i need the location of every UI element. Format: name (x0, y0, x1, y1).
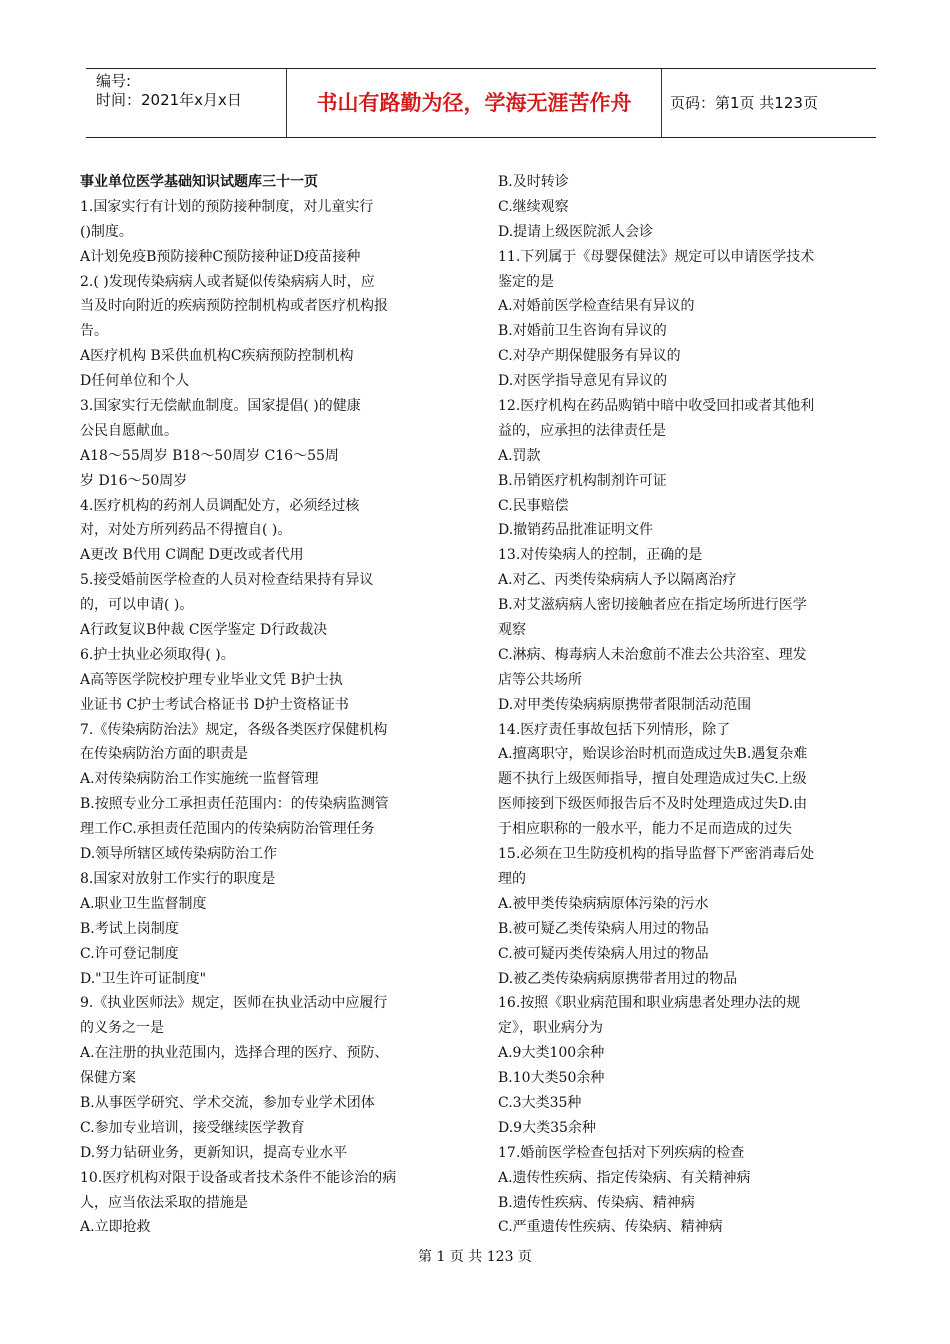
text-line: C.继续观察 (498, 198, 569, 215)
text-line: 10.医疗机构对限于设备或者技术条件不能诊治的病 (80, 1169, 397, 1186)
text-line: 16.按照《职业病范围和职业病患者处理办法的规 (498, 995, 801, 1012)
text-line: ()制度。 (80, 223, 133, 240)
text-line: D."卫生许可证制度" (80, 970, 207, 987)
text-line: A.被甲类传染病病原体污染的污水 (498, 895, 709, 912)
left-column (80, 170, 455, 1240)
header-page-cell (662, 69, 876, 137)
text-line: 当及时向附近的疾病预防控制机构或者医疗机构报 (80, 298, 388, 315)
text-line: 告。 (80, 323, 108, 340)
text-line: C.对孕产期保健服务有异议的 (498, 348, 681, 365)
text-line: C.民事赔偿 (498, 497, 569, 514)
text-line: B.从事医学研究、学术交流，参加专业学术团体 (80, 1094, 375, 1111)
text-line: 2.( )发现传染病病人或者疑似传染病病人时，应 (80, 273, 375, 290)
text-line: D.努力钻研业务，更新知识，提高专业水平 (80, 1144, 348, 1161)
text-line: A计划免疫B预防接种C预防接种证D疫苗接种 (80, 248, 361, 265)
page-footer (0, 1246, 950, 1266)
text-line: A.擅离职守，贻误诊治时机而造成过失B.遇复杂难 (498, 746, 808, 763)
motto-text: 书山有路勤为径，学海无涯苦作舟 (316, 91, 632, 115)
text-line: 13.对传染病人的控制，正确的是 (498, 547, 703, 564)
text-line: 9.《执业医师法》规定，医师在执业活动中应履行 (80, 995, 388, 1012)
text-line: 的，可以申请( )。 (80, 597, 194, 614)
document-time-label: 时间：2021年x月x日 (96, 91, 242, 109)
text-line: 于相应职称的一般水平，能力不足而造成的过失 (498, 821, 792, 838)
text-line: 11.下列属于《母婴保健法》规定可以申请医学技术 (498, 248, 815, 265)
text-line: C.被可疑丙类传染病人用过的物品 (498, 945, 709, 962)
text-line: D.对甲类传染病病原携带者限制活动范围 (498, 696, 752, 713)
header-motto-cell (286, 69, 662, 137)
footer-page-number: 第 1 页 共 123 页 (418, 1249, 532, 1265)
text-line: 理的 (498, 870, 526, 887)
text-line: 岁 D16～50周岁 (80, 472, 188, 489)
text-line: D.被乙类传染病病原携带者用过的物品 (498, 970, 738, 987)
text-line: 17.婚前医学检查包括对下列疾病的检查 (498, 1144, 745, 1161)
text-line: 店等公共场所 (498, 671, 582, 688)
text-line: 7.《传染病防治法》规定，各级各类医疗保健机构 (80, 721, 388, 738)
text-line: B.按照专业分工承担责任范围内：的传染病监测管 (80, 796, 389, 813)
text-line: 鉴定的是 (498, 273, 554, 290)
text-line: B.10大类50余种 (498, 1070, 605, 1087)
text-line: A高等医学院校护理专业毕业文凭 B护士执 (80, 671, 343, 688)
right-column (498, 170, 883, 1240)
text-line: A.遗传性疾病、指定传染病、有关精神病 (498, 1169, 751, 1186)
text-line: A.在注册的执业范围内，选择合理的医疗、预防、 (80, 1045, 389, 1062)
text-line: 8.国家对放射工作实行的职度是 (80, 870, 276, 887)
text-line: 益的，应承担的法律责任是 (498, 422, 666, 439)
text-line: 定》，职业病分为 (498, 1020, 603, 1037)
text-line: 保健方案 (80, 1070, 136, 1087)
text-line: A.9大类100余种 (498, 1045, 605, 1062)
text-line: A.对乙、丙类传染病病人予以隔离治疗 (498, 572, 737, 589)
text-line: 14.医疗责任事故包括下列情形，除了 (498, 721, 731, 738)
document-number-label: 编号: (96, 72, 132, 90)
text-line: D任何单位和个人 (80, 373, 190, 390)
text-line: A更改 B代用 C调配 D更改或者代用 (80, 547, 304, 564)
text-line: 观察 (498, 622, 526, 639)
text-line: B.遗传性疾病、传染病、精神病 (498, 1194, 695, 1211)
text-line: A.职业卫生监督制度 (80, 895, 207, 912)
text-line: B.对艾滋病病人密切接触者应在指定场所进行医学 (498, 597, 807, 614)
text-line: 理工作C.承担责任范围内的传染病防治管理任务 (80, 821, 375, 838)
text-line: C.参加专业培训，接受继续医学教育 (80, 1119, 305, 1136)
page-number-label: 页码：第1页 共123页 (670, 94, 818, 112)
text-line: 的义务之一是 (80, 1020, 164, 1037)
text-line: 3.国家实行无偿献血制度。国家提倡( )的健康 (80, 398, 361, 415)
text-line: C.许可登记制度 (80, 945, 179, 962)
text-line: 6.护士执业必须取得( )。 (80, 646, 235, 663)
header-table (86, 68, 876, 138)
text-line: 业证书 C护士考试合格证书 D护士资格证书 (80, 696, 349, 713)
text-line: A.罚款 (498, 447, 541, 464)
text-line: B.考试上岗制度 (80, 920, 179, 937)
text-line: D.领导所辖区域传染病防治工作 (80, 846, 278, 863)
header-info-cell (86, 69, 285, 137)
text-line: 医师接到下级医师报告后不及时处理造成过失D.由 (498, 796, 808, 813)
text-line: A行政复议B仲裁 C医学鉴定 D行政裁决 (80, 622, 328, 639)
text-line: D.9大类35余种 (498, 1119, 596, 1136)
text-line: 在传染病防治方面的职责是 (80, 746, 248, 763)
text-line: B.被可疑乙类传染病人用过的物品 (498, 920, 709, 937)
text-line: 1.国家实行有计划的预防接种制度，对儿童实行 (80, 198, 374, 215)
text-line: A.对传染病防治工作实施统一监督管理 (80, 771, 319, 788)
text-line: 人，应当依法采取的措施是 (80, 1194, 248, 1211)
text-line: D.对医学指导意见有异议的 (498, 373, 668, 390)
text-line: 4.医疗机构的药剂人员调配处方，必须经过核 (80, 497, 360, 514)
text-line: 题不执行上级医师指导，擅自处理造成过失C.上级 (498, 771, 807, 788)
text-line: C.淋病、梅毒病人未治愈前不准去公共浴室、理发 (498, 646, 807, 663)
text-line: C.严重遗传性疾病、传染病、精神病 (498, 1219, 723, 1236)
text-line: A.对婚前医学检查结果有异议的 (498, 298, 695, 315)
text-line: 对，对处方所列药品不得擅自( )。 (80, 522, 292, 539)
text-line: B.及时转诊 (498, 174, 569, 190)
text-line: D.撤销药品批准证明文件 (498, 522, 654, 539)
text-line: B.对婚前卫生咨询有异议的 (498, 323, 667, 340)
text-line: B.吊销医疗机构制剂许可证 (498, 472, 667, 489)
text-line: 公民自愿献血。 (80, 422, 178, 439)
text-line: 15.必须在卫生防疫机构的指导监督下严密消毒后处 (498, 846, 815, 863)
text-line: A18～55周岁 B18～50周岁 C16～55周 (80, 447, 339, 464)
text-line: A医疗机构 B采供血机构C疾病预防控制机构 (80, 348, 354, 365)
text-line: A.立即抢救 (80, 1219, 151, 1236)
text-line: 5.接受婚前医学检查的人员对检查结果持有异议 (80, 572, 374, 589)
document-title: 事业单位医学基础知识试题库三十一页 (80, 174, 318, 190)
text-line: C.3大类35种 (498, 1094, 582, 1111)
text-line: 12.医疗机构在药品购销中暗中收受回扣或者其他利 (498, 398, 815, 415)
text-line: D.提请上级医院派人会诊 (498, 223, 654, 240)
